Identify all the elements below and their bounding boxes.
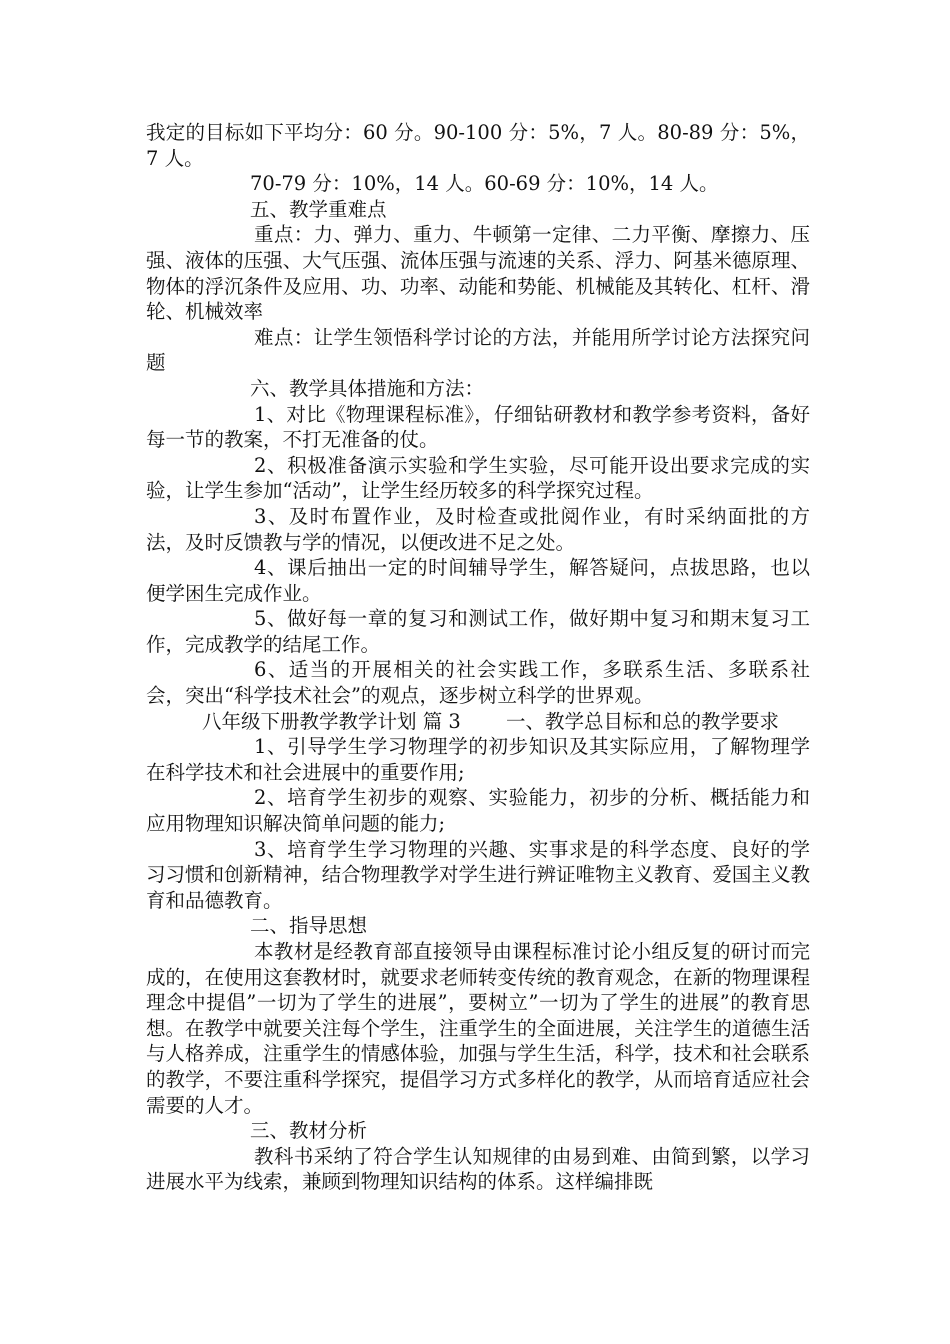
section-heading-analysis: 三、教材分析 xyxy=(250,1119,368,1143)
measure-item-1: 1、对比《物理课程标准》，仔细钻研教材和教学参考资料，备好每一节的教案，不打无准备的仗。 xyxy=(146,402,810,452)
key-points-paragraph: 重点：力、弹力、重力、牛顿第一定律、二力平衡、摩擦力、压强、液体的压强、大气压强、流体压强与流速的关系、浮力、阿基米德原理、物体的浮沉条件及应用、功、功率、动能和势能、机械能及其转化、杠杆、滑轮、机械效率 xyxy=(146,223,810,324)
section-heading-guiding: 二、指导思想 xyxy=(250,914,368,938)
section-heading-6: 六、教学具体措施和方法： xyxy=(250,376,485,400)
target-scores-paragraph: 我定的目标如下平均分：60 分。90-100 分：5%，7 人。80-89 分：5%，7 人。 xyxy=(146,121,810,170)
measure-item-3: 3、及时布置作业，及时检查或批阅作业，有时采纳面批的方法，及时反馈教与学的情况，以便改进不足之处。 xyxy=(146,504,810,554)
measure-item-6: 6、适当的开展相关的社会实践工作，多联系生活、多联系社会，突出“科学技术社会”的观点，逐步树立科学的世界观。 xyxy=(146,658,810,708)
requirement-item-3: 3、培育学生学习物理的兴趣、实事求是的科学态度、良好的学习习惯和创新精神，结合物理教学对学生进行辨证唯物主义教育、爱国主义教育和品德教育。 xyxy=(146,837,810,912)
target-scores-continued: 70-79 分：10%，14 人。60-69 分：10%，14 人。 xyxy=(250,172,719,196)
requirement-item-1: 1、引导学生学习物理学的初步知识及其实际应用，了解物理学在科学技术和社会进展中的重要作用; xyxy=(146,735,810,784)
document-page xyxy=(146,120,810,1195)
plan-3-heading: 八年级下册教学教学计划 篇 3 一、教学总目标和总的教学要求 xyxy=(202,709,780,733)
section-heading-5: 五、教学重难点 xyxy=(250,197,387,221)
textbook-analysis-paragraph: 教科书采纳了符合学生认知规律的由易到难、由简到繁，以学习进展水平为线索，兼顾到物理知识结构的体系。这样编排既 xyxy=(146,1144,810,1194)
requirement-item-2: 2、培育学生初步的观察、实验能力，初步的分析、概括能力和应用物理知识解决简单问题的能力; xyxy=(146,786,810,836)
measure-item-2: 2、积极准备演示实验和学生实验，尽可能开设出要求完成的实验，让学生参加“活动”，让学生经历较多的科学探究过程。 xyxy=(146,453,810,503)
difficult-points-paragraph: 难点：让学生领悟科学讨论的方法，并能用所学讨论方法探究问题 xyxy=(146,325,810,375)
measure-item-4: 4、课后抽出一定的时间辅导学生，解答疑问，点拔思路，也以便学困生完成作业。 xyxy=(146,556,810,605)
guiding-thought-paragraph: 本教材是经教育部直接领导由课程标准讨论小组反复的研讨而完成的，在使用这套教材时，就要求老师转变传统的教育观念，在新的物理课程理念中提倡”一切为了学生的进展”，要树立”一切为了学生的进展”的教育思想。在教学中就要关注每个学生，注重学生的全面进展，关注学生的道德生活与人格养成，注重学生的情感体验，加强与学生生活，科学，技术和社会联系的教学，不要注重科学探究，提倡学习方式多样化的教学，从而培育适应社会需要的人才。 xyxy=(146,940,810,1117)
measure-item-5: 5、做好每一章的复习和测试工作，做好期中复习和期末复习工作，完成教学的结尾工作。 xyxy=(146,607,810,656)
